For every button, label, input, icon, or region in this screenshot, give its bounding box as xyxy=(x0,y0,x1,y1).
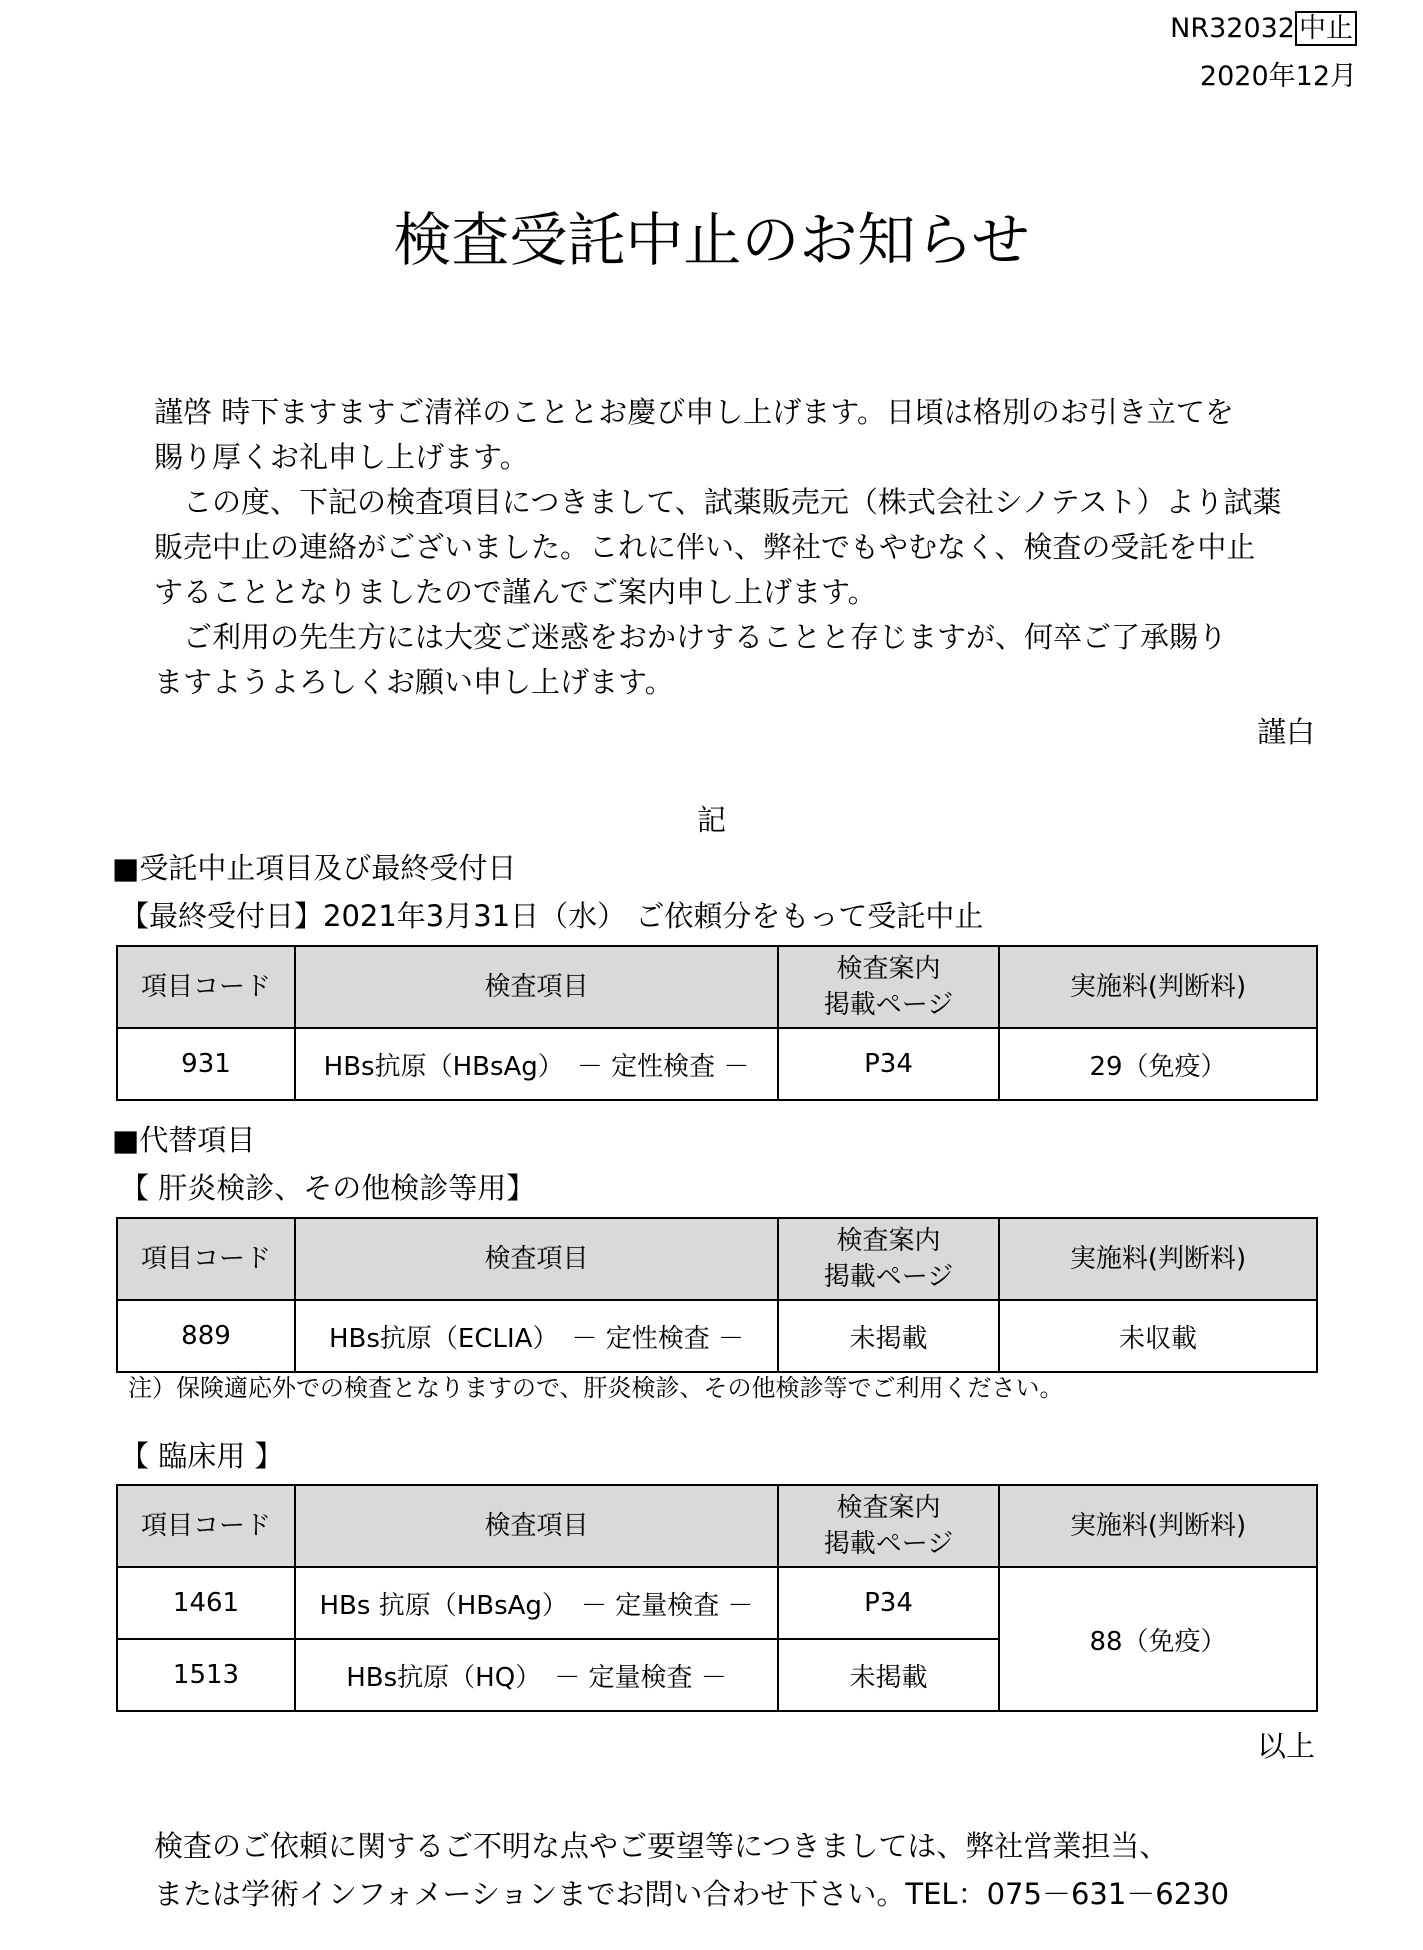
header-code: 項目コード xyxy=(117,1218,295,1300)
letter-line-2: 賜り厚くお礼申し上げます。 xyxy=(154,440,529,474)
cell-code: 889 xyxy=(117,1300,295,1372)
section2-sub1-heading: 【 肝炎検診、その他検診等用】 xyxy=(120,1171,536,1205)
table-row xyxy=(117,1300,1317,1372)
letter-line-1: 謹啓 時下ますますご清祥のこととお慶び申し上げます。日頃は格別のお引き立てを xyxy=(154,395,1234,429)
cell-fee-shared: 88（免疫） xyxy=(999,1567,1317,1711)
header-fee: 実施料(判断料) xyxy=(999,946,1317,1028)
alternative-screening-table xyxy=(116,1217,1318,1373)
header-guide-page: 検査案内 掲載ページ xyxy=(778,1218,999,1300)
page-title: 検査受託中止のお知らせ xyxy=(393,206,1030,274)
letter-line-7: ますようよろしくお願い申し上げます。 xyxy=(154,665,674,699)
footer-line-2: または学術インフォメーションまでお問い合わせ下さい。TEL：075－631－6230 xyxy=(154,1877,1230,1911)
table-header-row xyxy=(117,946,1317,1028)
insurance-note: 注）保険適応外での検査となりますので、肝炎検診、その他検診等でご利用ください。 xyxy=(128,1374,1064,1402)
document-number xyxy=(1170,14,1357,44)
closing-kenpaku: 謹白 xyxy=(1256,715,1315,749)
header-code: 項目コード xyxy=(117,1485,295,1567)
header-code: 項目コード xyxy=(117,946,295,1028)
cell-code: 1461 xyxy=(117,1567,295,1639)
cell-item: HBs抗原（HQ） － 定量検査 － xyxy=(295,1639,778,1711)
cell-item: HBs 抗原（HBsAg） － 定量検査 － xyxy=(295,1567,778,1639)
footer-line-1: 検査のご依頼に関するご不明な点やご要望等につきましては、弊社営業担当、 xyxy=(154,1829,1169,1863)
ki-heading: 記 xyxy=(696,803,726,837)
cell-fee: 未収載 xyxy=(999,1300,1317,1372)
cell-fee: 29（免疫） xyxy=(999,1028,1317,1100)
header-item: 検査項目 xyxy=(295,946,778,1028)
letter-line-6: ご利用の先生方には大変ご迷惑をおかけすることと存じますが、何卒ご了承賜り xyxy=(154,620,1228,654)
cell-page: 未掲載 xyxy=(778,1639,999,1711)
table-header-row xyxy=(117,1218,1317,1300)
doc-number-text: NR32032 xyxy=(1170,13,1295,44)
cell-code: 931 xyxy=(117,1028,295,1100)
ijou-end-mark: 以上 xyxy=(1256,1729,1315,1763)
cell-page: 未掲載 xyxy=(778,1300,999,1372)
section2-heading: ■代替項目 xyxy=(112,1123,256,1157)
document-date: 2020年12月 xyxy=(1199,61,1357,92)
header-fee: 実施料(判断料) xyxy=(999,1218,1317,1300)
header-item: 検査項目 xyxy=(295,1485,778,1567)
header-guide-page: 検査案内 掲載ページ xyxy=(778,1485,999,1567)
cell-item: HBs抗原（ECLIA） － 定性検査 － xyxy=(295,1300,778,1372)
cell-code: 1513 xyxy=(117,1639,295,1711)
table-row xyxy=(117,1567,1317,1639)
header-item: 検査項目 xyxy=(295,1218,778,1300)
header-guide-page: 検査案内 掲載ページ xyxy=(778,946,999,1028)
cell-page: P34 xyxy=(778,1567,999,1639)
status-badge: 中止 xyxy=(1295,11,1357,46)
section2-sub2-heading: 【 臨床用 】 xyxy=(120,1439,284,1473)
section1-subheading: 【最終受付日】2021年3月31日（水） ご依頼分をもって受託中止 xyxy=(120,899,984,933)
cell-page: P34 xyxy=(778,1028,999,1100)
table-row xyxy=(117,1028,1317,1100)
letter-line-4: 販売中止の連絡がございました。これに伴い、弊社でもやむなく、検査の受託を中止 xyxy=(154,530,1256,564)
alternative-clinical-table xyxy=(116,1484,1318,1712)
discontinued-items-table xyxy=(116,945,1318,1101)
letter-line-3: この度、下記の検査項目につきまして、試薬販売元（株式会社シノテスト）より試薬 xyxy=(154,485,1282,519)
section1-heading: ■受託中止項目及び最終受付日 xyxy=(112,851,517,885)
header-fee: 実施料(判断料) xyxy=(999,1485,1317,1567)
cell-item: HBs抗原（HBsAg） － 定性検査 － xyxy=(295,1028,778,1100)
letter-line-5: することとなりましたので謹んでご案内申し上げます。 xyxy=(154,575,877,609)
table-header-row xyxy=(117,1485,1317,1567)
contact-footer xyxy=(154,1822,1229,1918)
